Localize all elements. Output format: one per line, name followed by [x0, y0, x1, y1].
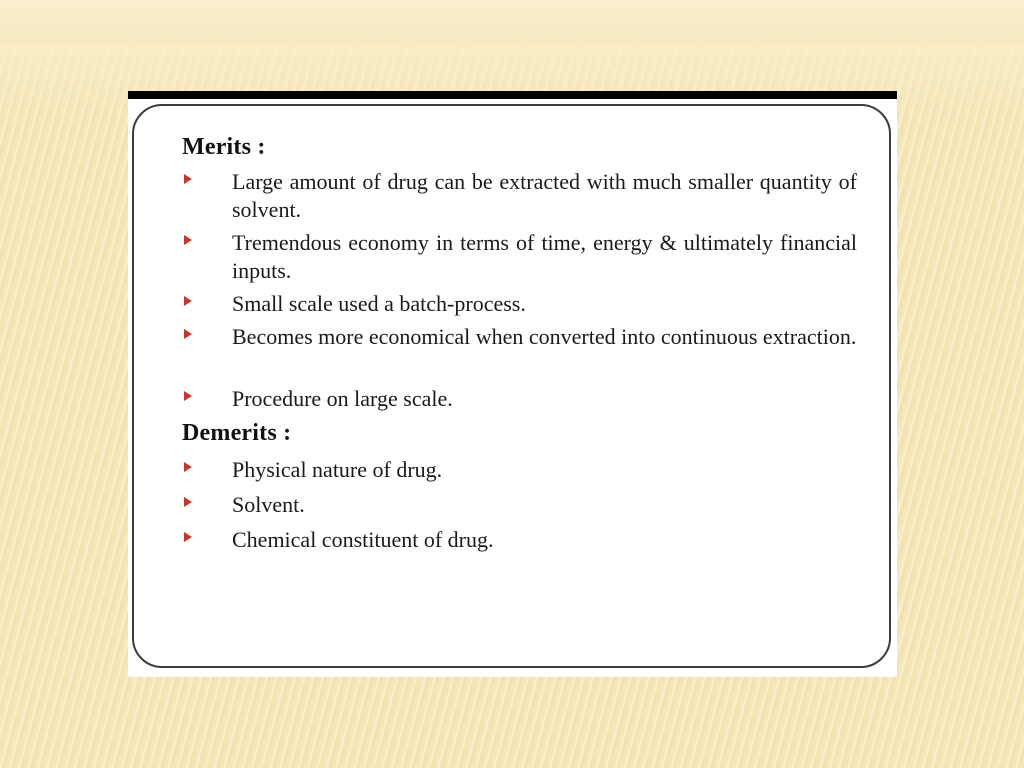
- slide-content-image: [128, 91, 897, 677]
- merits-list-item: [182, 290, 862, 318]
- merits-list-item: [182, 385, 862, 413]
- demerits-list-item: [182, 456, 862, 484]
- merits-item-text: Large amount of drug can be extracted with much smaller quantity of solvent.: [232, 169, 857, 222]
- merits-list-item: [182, 229, 862, 285]
- bullet-arrow-icon: [184, 532, 192, 542]
- demerits-list-item: [182, 491, 862, 519]
- demerits-list-item: [182, 526, 862, 554]
- demerits-item-text: Chemical constituent of drug.: [232, 527, 494, 552]
- top-rule: [128, 91, 897, 99]
- bullet-arrow-icon: [184, 391, 192, 401]
- merits-list-item: [182, 323, 862, 351]
- bullet-arrow-icon: [184, 235, 192, 245]
- merits-heading: Merits :: [182, 134, 266, 160]
- bullet-arrow-icon: [184, 497, 192, 507]
- merits-item-text: Tremendous economy in terms of time, energy & ultimately financial inputs.: [232, 230, 857, 283]
- demerits-heading: Demerits :: [182, 420, 292, 446]
- bullet-arrow-icon: [184, 174, 192, 184]
- merits-list-item: [182, 168, 862, 224]
- demerits-item-text: Physical nature of drug.: [232, 457, 443, 482]
- merits-item-text: Becomes more economical when converted into continuous extraction.: [232, 324, 857, 349]
- bullet-arrow-icon: [184, 329, 192, 339]
- demerits-item-text: Solvent.: [232, 492, 305, 517]
- bullet-arrow-icon: [184, 296, 192, 306]
- slide-header-band: [0, 0, 1024, 46]
- bullet-arrow-icon: [184, 462, 192, 472]
- content-box: [132, 104, 891, 668]
- merits-item-text: Small scale used a batch-process.: [232, 291, 526, 316]
- merits-item-text: Procedure on large scale.: [232, 386, 453, 411]
